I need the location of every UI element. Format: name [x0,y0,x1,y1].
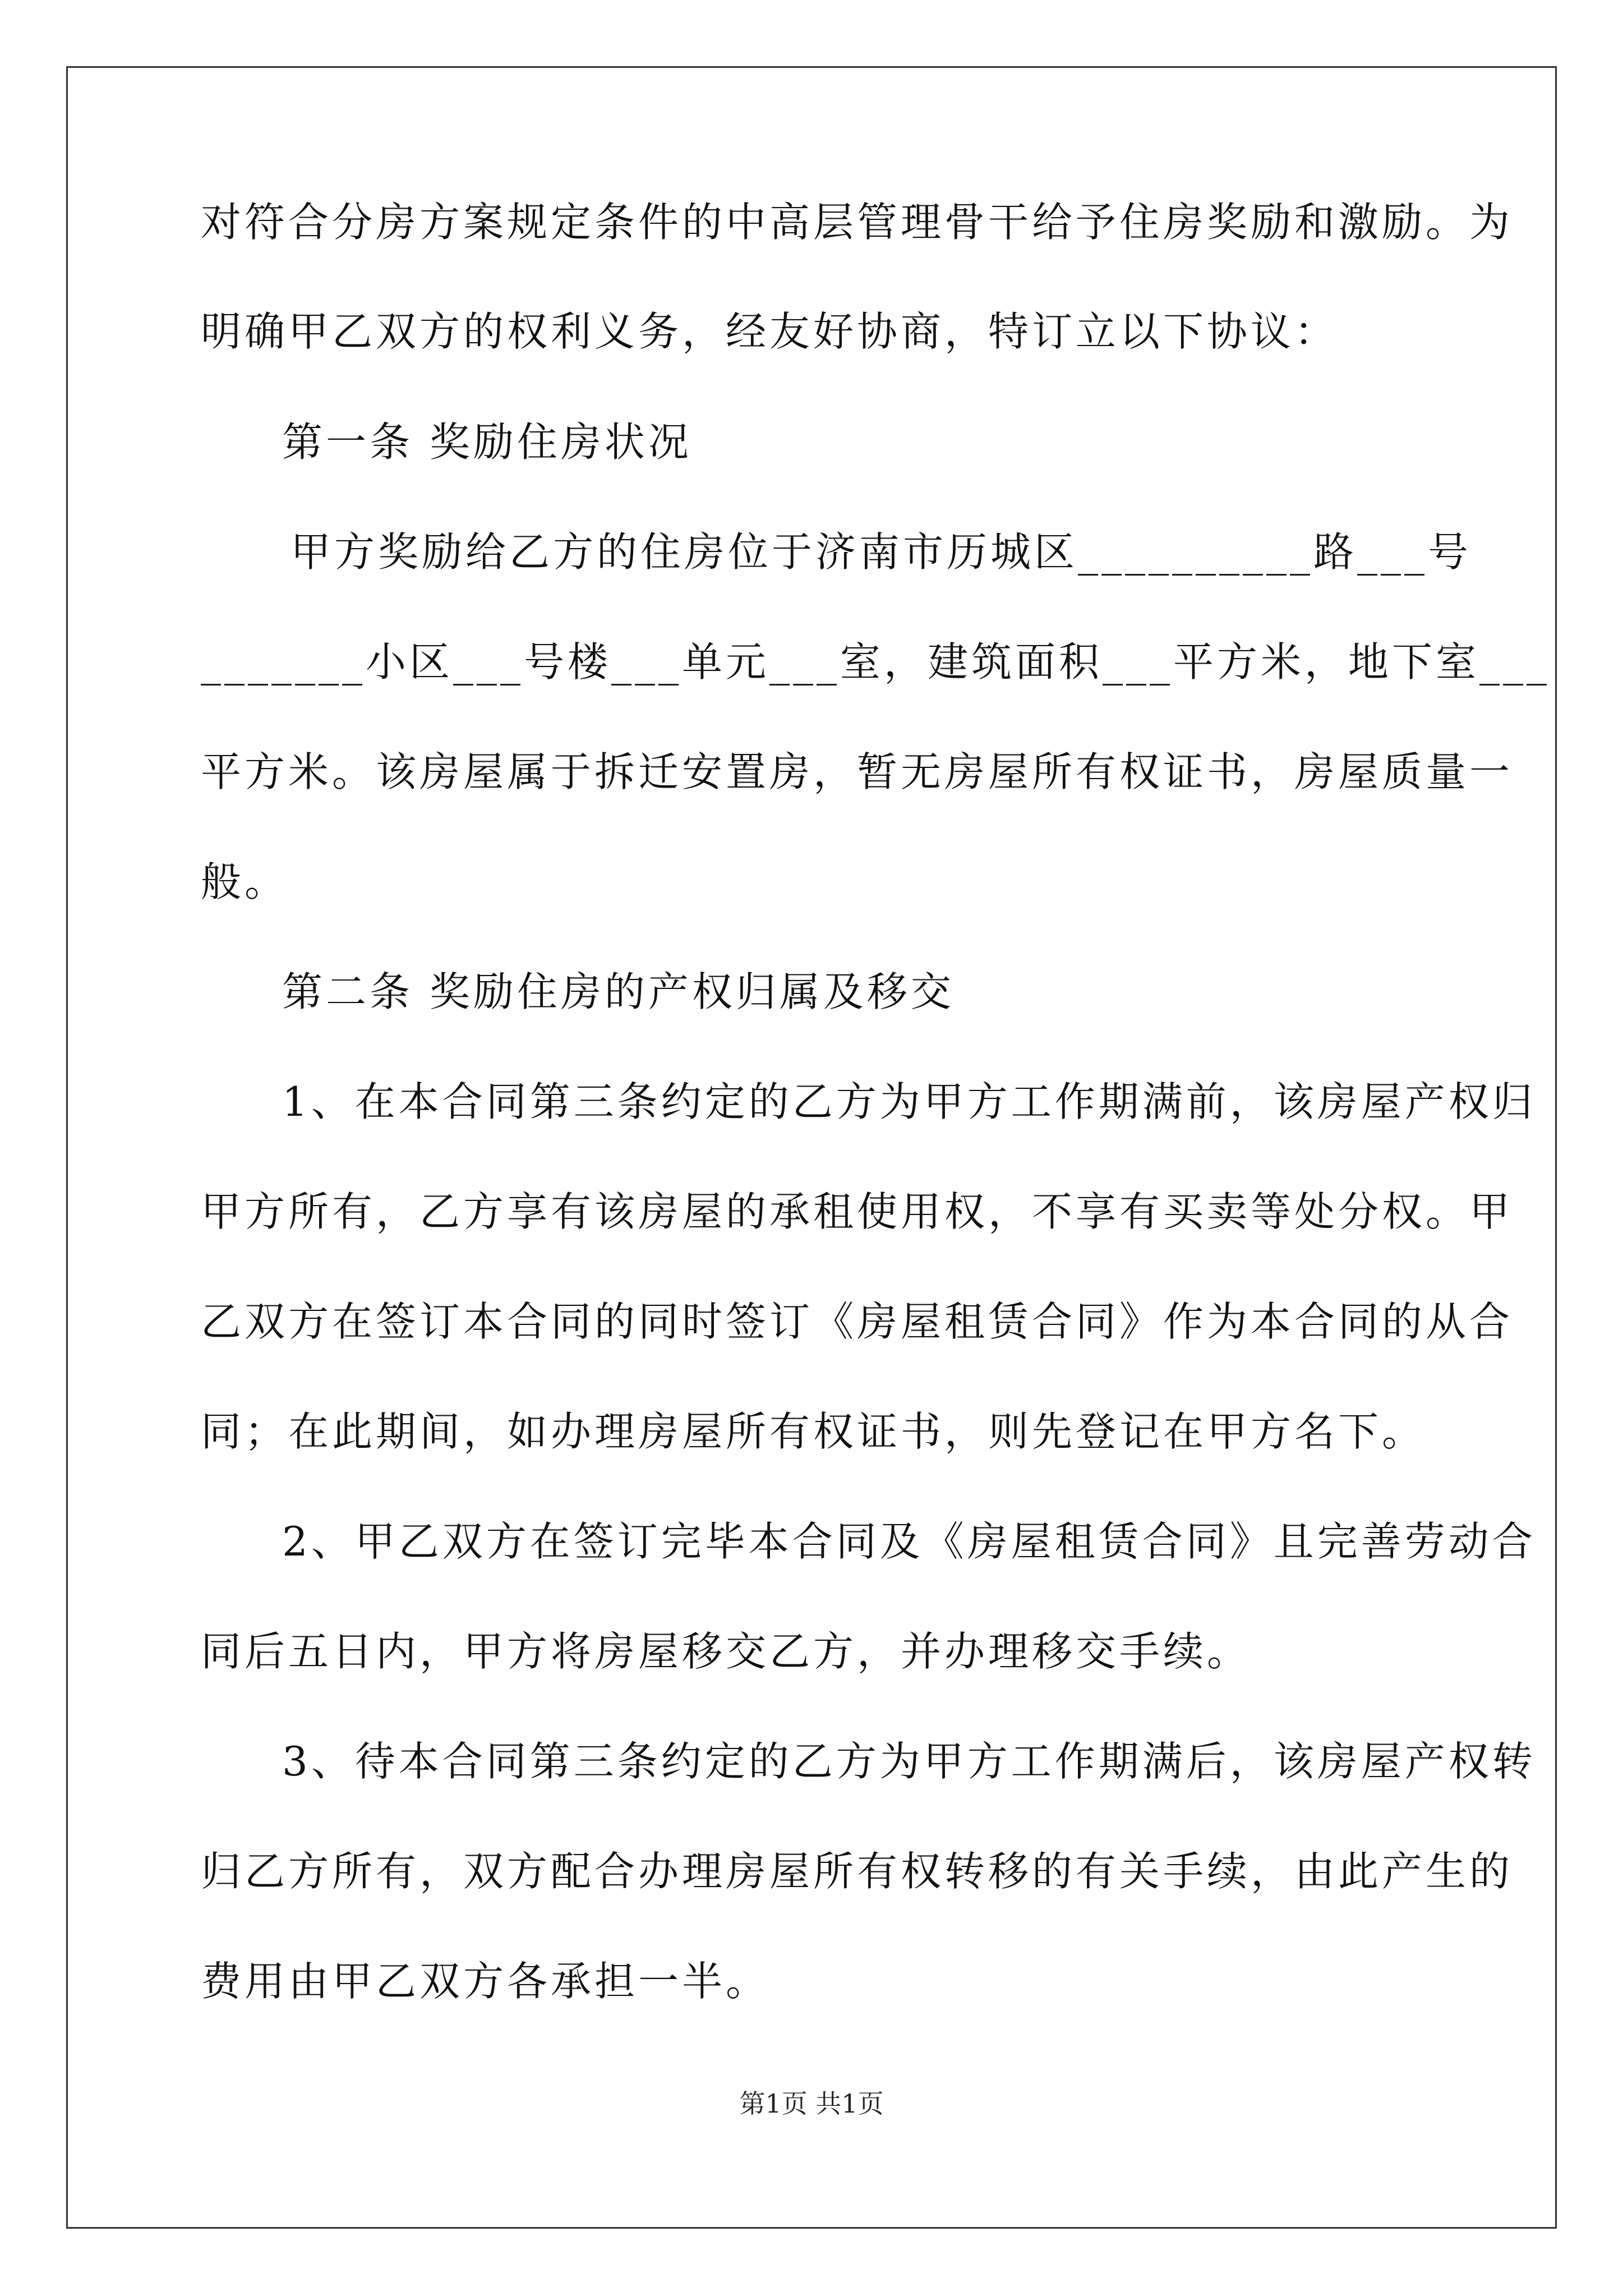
text-line-4: 甲方奖励给乙方的住房位于济南市历城区__________路___号 [291,528,1472,576]
text-line-1: 对符合分房方案规定条件的中高层管理骨干给予住房奖励和激励。为 [201,199,1514,246]
text-line-10: 甲方所有，乙方享有该房屋的承租使用权，不享有买卖等处分权。甲 [201,1188,1514,1235]
text-line-15: 3、待本合同第三条约定的乙方为甲方工作期满后，该房屋产权转 [282,1738,1536,1785]
text-line-11: 乙双方在签订本合同的同时签订《房屋租赁合同》作为本合同的从合 [201,1298,1514,1345]
page-footer: 第1页 共1页 [739,2088,884,2119]
text-line-6: 平方米。该房屋属于拆迁安置房，暂无房屋所有权证书，房屋质量一 [201,748,1514,795]
text-line-13: 2、甲乙双方在签订完毕本合同及《房屋租赁合同》且完善劳动合 [282,1518,1536,1565]
text-line-12: 同；在此期间，如办理房屋所有权证书，则先登记在甲方名下。 [201,1408,1426,1455]
article-2-heading: 第二条 奖励住房的产权归属及移交 [282,968,955,1015]
text-line-14: 同后五日内，甲方将房屋移交乙方，并办理移交手续。 [201,1628,1251,1675]
page-border [66,66,1557,2229]
text-line-16: 归乙方所有，双方配合办理房屋所有权转移的有关手续，由此产生的 [201,1848,1514,1895]
text-line-2: 明确甲乙双方的权利义务，经友好协商，特订立以下协议： [201,308,1339,355]
text-line-17: 费用由甲乙双方各承担一半。 [201,1958,770,2005]
text-line-9: 1、在本合同第三条约定的乙方为甲方工作期满前，该房屋产权归 [282,1078,1536,1125]
article-1-heading: 第一条 奖励住房状况 [282,418,692,466]
text-line-7: 般。 [201,858,289,905]
text-line-5: _______小区___号楼___单元___室，建筑面积___平方米，地下室___ [201,638,1551,685]
